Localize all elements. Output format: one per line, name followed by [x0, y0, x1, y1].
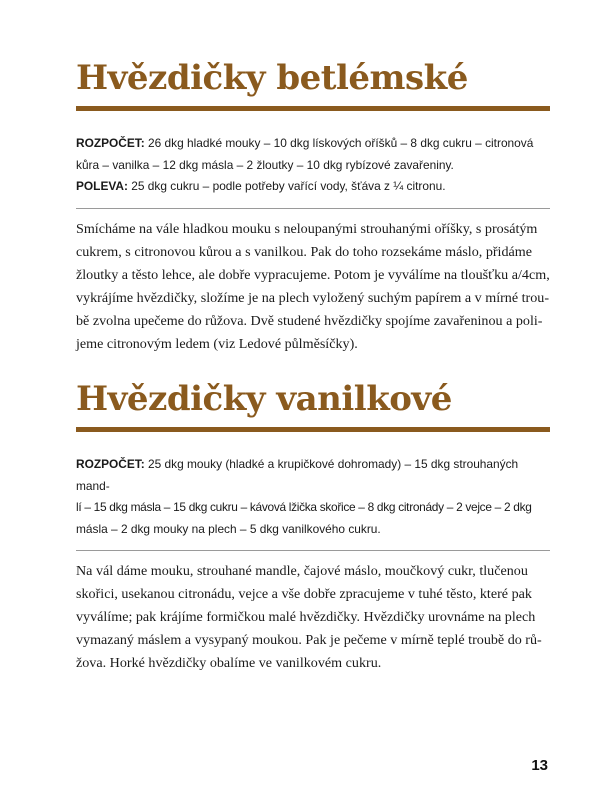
section-divider — [76, 550, 550, 551]
method-text — [76, 560, 550, 675]
recipe-title: Hvězdičky betlémské — [76, 58, 468, 98]
budget-line: lí – 15 dkg másla – 15 dkg cukru – kávová lžička skořice – 8 dkg citronády – 2 vejce – 2 dkg — [76, 500, 532, 514]
glaze-line — [76, 176, 550, 198]
method-line: vykrájíme hvězdičky, složíme je na plech vyložený suchým papírem a v mírné trou- — [76, 289, 550, 306]
budget-line — [76, 454, 550, 497]
method-line: vymazaný máslem a vysypaný moukou. Pak je pečeme v mírně teplé troubě do rů- — [76, 632, 542, 648]
method-line: jeme citronovým ledem (viz Ledové půlměsíčky). — [76, 335, 358, 352]
budget-line: kůra – vanilka – 12 dkg másla – 2 žloutky – 10 dkg rybízové zavařeniny. — [76, 157, 454, 172]
recipe-vanilkove — [76, 379, 550, 675]
ingredients-block — [76, 454, 550, 540]
method-line: žloutky a těsto lehce, ale dobře vypracujeme. Potom je vyválíme na tloušťku a/4cm, — [76, 266, 550, 283]
budget-label: ROZPOČET: — [76, 136, 145, 150]
title-divider — [76, 427, 550, 432]
method-line: vyválíme; pak krájíme formičkou malé hvězdičky. Hvězdičky urovnáme na plech — [76, 609, 536, 625]
method-line: bě zvolna upečeme do růžova. Dvě studené hvězdičky spojíme zavařeninou a poli- — [76, 312, 543, 329]
budget-text: 25 dkg mouky (hladké a krupičkové dohromady) – 15 dkg strouhaných mand- — [76, 457, 519, 493]
recipe-title: Hvězdičky vanilkové — [76, 379, 452, 419]
budget-label: ROZPOČET: — [76, 457, 145, 471]
budget-line — [76, 133, 550, 155]
method-text — [76, 218, 550, 356]
budget-text: 26 dkg hladké mouky – 10 dkg lískových oříšků – 8 dkg cukru – citronová — [148, 136, 534, 150]
section-divider — [76, 208, 550, 209]
method-line: skořici, usekanou citronádu, vejce a vše dobře zpracujeme v tuhé těsto, které pak — [76, 586, 532, 602]
glaze-text: 25 dkg cukru – podle potřeby vařící vody, šťáva z ¼ citronu. — [131, 179, 446, 193]
page-number: 13 — [531, 757, 548, 774]
budget-line: másla – 2 dkg mouky na plech – 5 dkg vanilkového cukru. — [76, 521, 381, 536]
ingredients-block — [76, 133, 550, 198]
title-divider — [76, 106, 550, 111]
glaze-label: POLEVA: — [76, 179, 128, 193]
method-line: Na vál dáme mouku, strouhané mandle, čajové máslo, moučkový cukr, tlučenou — [76, 563, 528, 579]
method-line: Smícháme na vále hladkou mouku s neloupanými strouhanými oříšky, s prosátým — [76, 220, 538, 237]
recipe-betlemske — [76, 58, 550, 356]
method-line: cukrem, s citronovou kůrou a s vanilkou. Pak do toho rozsekáme máslo, přidáme — [76, 243, 532, 260]
method-line: žova. Horké hvězdičky obalíme ve vanilkovém cukru. — [76, 655, 382, 671]
